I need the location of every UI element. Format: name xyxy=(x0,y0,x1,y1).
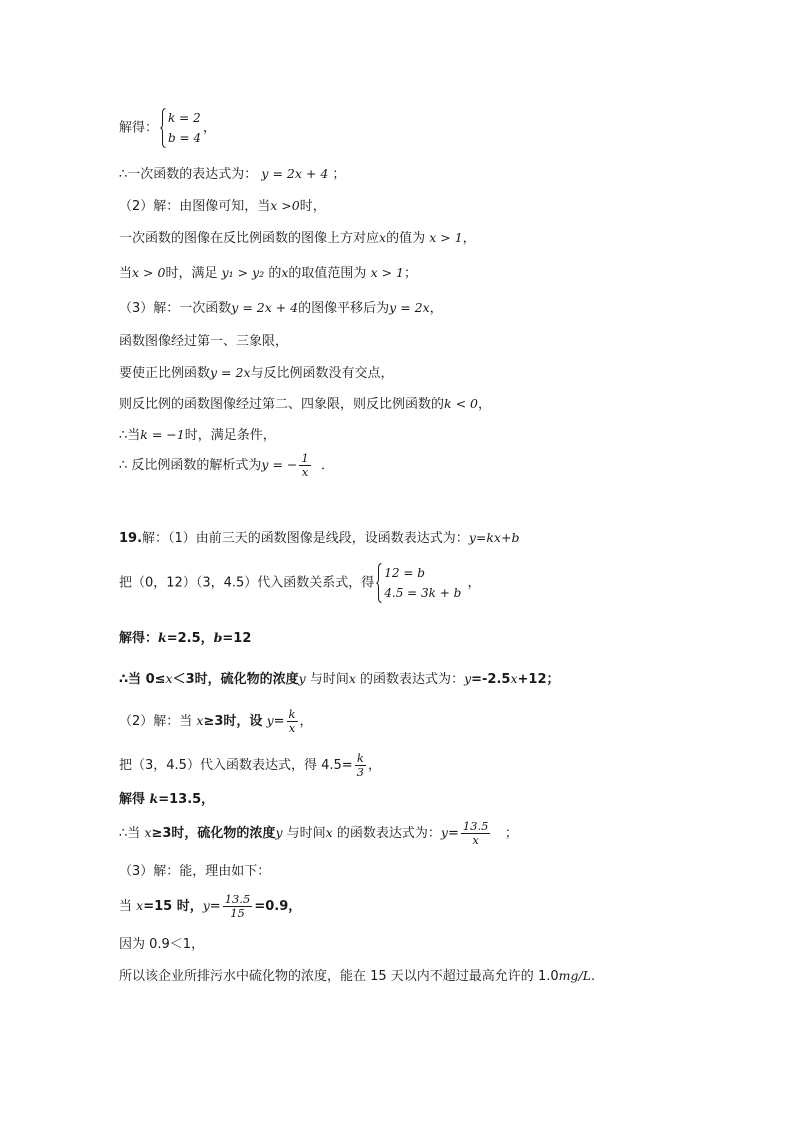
text: ， xyxy=(477,397,491,412)
line-no-intersection xyxy=(119,364,394,383)
text: （2）解：当 xyxy=(119,714,193,729)
text: =13.5， xyxy=(158,792,215,807)
line-inverse-expression xyxy=(119,452,334,479)
text: 的函数表达式为： xyxy=(360,672,465,687)
text: （3）解：能，理由如下： xyxy=(119,864,271,879)
line-graph-above xyxy=(119,229,476,248)
text: ∴当 0≤ xyxy=(119,672,166,687)
denominator: x xyxy=(299,465,310,479)
text: 一次函数的图像在反比例函数的图像上方对应 xyxy=(119,231,380,246)
text: ≥3时，设 xyxy=(203,714,263,729)
line-substitute xyxy=(119,563,480,603)
math: x xyxy=(144,825,152,840)
text: 时，满足条件， xyxy=(184,428,276,443)
text: ， xyxy=(467,575,481,591)
math: x > 1 xyxy=(429,230,463,245)
math: y xyxy=(298,671,306,686)
math: y = 2x xyxy=(389,300,430,315)
brace-icon xyxy=(376,563,382,603)
numerator: 13.5 xyxy=(224,892,251,906)
text: =12 xyxy=(222,631,252,646)
math: k = −1 xyxy=(140,427,185,442)
text: ， xyxy=(429,301,443,316)
numerator: 1 xyxy=(301,451,309,465)
text: = xyxy=(209,899,221,914)
math: y=kx+b xyxy=(468,530,520,545)
system-row: 12 = b xyxy=(384,566,425,580)
brace-icon xyxy=(160,108,166,148)
text: ； xyxy=(404,266,418,281)
math: x xyxy=(379,230,387,245)
math: x xyxy=(348,671,356,686)
math: k xyxy=(158,630,167,645)
math: b xyxy=(213,630,223,645)
line-solve-k xyxy=(119,790,214,809)
line-first-expression xyxy=(119,670,560,689)
math: x xyxy=(165,671,173,686)
text: 解：（1）由前三天的函数图像是线段，设函数表达式为： xyxy=(142,531,469,546)
system-row: 4.5 = 3k + b xyxy=(384,586,462,600)
fraction xyxy=(299,452,310,479)
line-substitute-2 xyxy=(119,752,381,779)
text: 解得： xyxy=(119,631,159,646)
text: （3）解：一次函数 xyxy=(119,301,232,316)
line-solve-values xyxy=(119,629,251,648)
line-part3-answer xyxy=(119,863,270,881)
text: = xyxy=(447,826,459,841)
text: 时，满足 xyxy=(165,266,218,281)
math: x > 1 xyxy=(370,265,404,280)
math: k < 0 xyxy=(444,396,478,411)
system-row: b = 4 xyxy=(168,131,202,145)
text: 把（0，12）（3，4.5）代入函数关系式，得 xyxy=(119,575,375,591)
denominator: 15 xyxy=(223,906,253,920)
text: . xyxy=(591,969,596,984)
math: y = 2x xyxy=(210,365,251,380)
text: 因为 0.9＜1， xyxy=(119,937,205,952)
math: y xyxy=(275,825,283,840)
math: y = 2x + 4 xyxy=(261,166,329,181)
question-number: 19. xyxy=(119,531,143,546)
line-part3-intro xyxy=(119,299,443,318)
text: ； xyxy=(504,826,518,841)
math: x xyxy=(325,825,333,840)
text: 把（3，4.5）代入函数表达式，得 4.5= xyxy=(119,758,353,773)
math: y xyxy=(202,898,210,913)
line-evaluate xyxy=(119,893,301,920)
denominator: x xyxy=(461,833,491,847)
text: ， xyxy=(367,758,381,773)
equation-system xyxy=(160,108,201,148)
text: 解得： xyxy=(119,120,159,136)
math: x > 0 xyxy=(132,265,166,280)
text: ， xyxy=(203,120,217,136)
math: y = 2x + 4 xyxy=(231,300,299,315)
line-conclusion xyxy=(119,967,595,986)
denominator: 3 xyxy=(356,765,364,779)
math: x xyxy=(136,898,144,913)
line-linear-expression xyxy=(119,165,345,184)
text: ， xyxy=(299,714,313,729)
text: 的图像平移后为 xyxy=(298,301,390,316)
text: ≥3时，硫化物的浓度 xyxy=(151,826,276,841)
text: （2）解：由图像可知，当 xyxy=(119,199,271,214)
text: 的 xyxy=(268,266,282,281)
text: 的取值范围为 xyxy=(288,266,367,281)
math: y xyxy=(266,713,274,728)
line-k-value xyxy=(119,426,276,445)
text: 则反比例的函数图像经过第二、四象限，则反比例函数的 xyxy=(119,397,445,412)
fraction xyxy=(287,708,298,735)
line-part2-setup xyxy=(119,708,313,735)
math: mg/L xyxy=(558,968,591,983)
math: x xyxy=(510,671,518,686)
line-second-expression xyxy=(119,820,518,847)
text: =15 时， xyxy=(143,899,203,914)
text: 函数图像经过第一、三象限， xyxy=(119,334,289,349)
text: +12； xyxy=(517,672,560,687)
text: ＜3时，硫化物的浓度 xyxy=(172,672,299,687)
line-q19-intro xyxy=(119,529,519,548)
text: =2.5， xyxy=(166,631,214,646)
text: ∴一次函数的表达式为： xyxy=(119,167,258,182)
text: =0.9， xyxy=(254,899,302,914)
text: =-2.5 xyxy=(471,672,511,687)
denominator: x xyxy=(287,721,298,735)
line-part2-intro xyxy=(119,197,326,216)
line-range xyxy=(119,264,417,283)
system-row: k = 2 xyxy=(168,111,201,125)
math: y = − xyxy=(261,457,298,472)
text: 当 xyxy=(119,266,133,281)
math: x >0 xyxy=(270,198,300,213)
math: x xyxy=(281,265,289,280)
text: 与时间 xyxy=(309,672,349,687)
math: y xyxy=(440,825,448,840)
text: ． xyxy=(320,458,334,473)
text: ， xyxy=(462,231,476,246)
math: y xyxy=(464,671,472,686)
line-compare xyxy=(119,936,204,954)
numerator: k xyxy=(288,707,296,721)
text: 的值为 xyxy=(386,231,426,246)
line-k-negative xyxy=(119,395,491,414)
fraction xyxy=(355,752,366,779)
text: = xyxy=(273,714,285,729)
text: ∴ 反比例函数的解析式为 xyxy=(119,458,262,473)
text: 要使正比例函数 xyxy=(119,366,211,381)
text: 解得 xyxy=(119,792,146,807)
fraction xyxy=(461,820,491,847)
text: 时， xyxy=(299,199,326,214)
numerator: 13.5 xyxy=(462,819,489,833)
text: ∴当 xyxy=(119,428,141,443)
math: x xyxy=(196,713,204,728)
text: 的函数表达式为： xyxy=(336,826,441,841)
fraction xyxy=(223,893,253,920)
text: 所以该企业所排污水中硫化物的浓度，能在 15 天以内不超过最高允许的 1.0 xyxy=(119,969,559,984)
text: ∴当 xyxy=(119,826,141,841)
text: ； xyxy=(332,167,346,182)
math: k xyxy=(149,791,159,806)
text: 当 xyxy=(119,899,133,914)
math: y₁ > y₂ xyxy=(221,265,265,280)
line-solve-kb xyxy=(119,108,216,148)
line-quadrants xyxy=(119,333,288,351)
text: 与反比例函数没有交点， xyxy=(250,366,394,381)
text: 与时间 xyxy=(286,826,326,841)
numerator: k xyxy=(356,751,364,765)
equation-system xyxy=(376,563,461,603)
